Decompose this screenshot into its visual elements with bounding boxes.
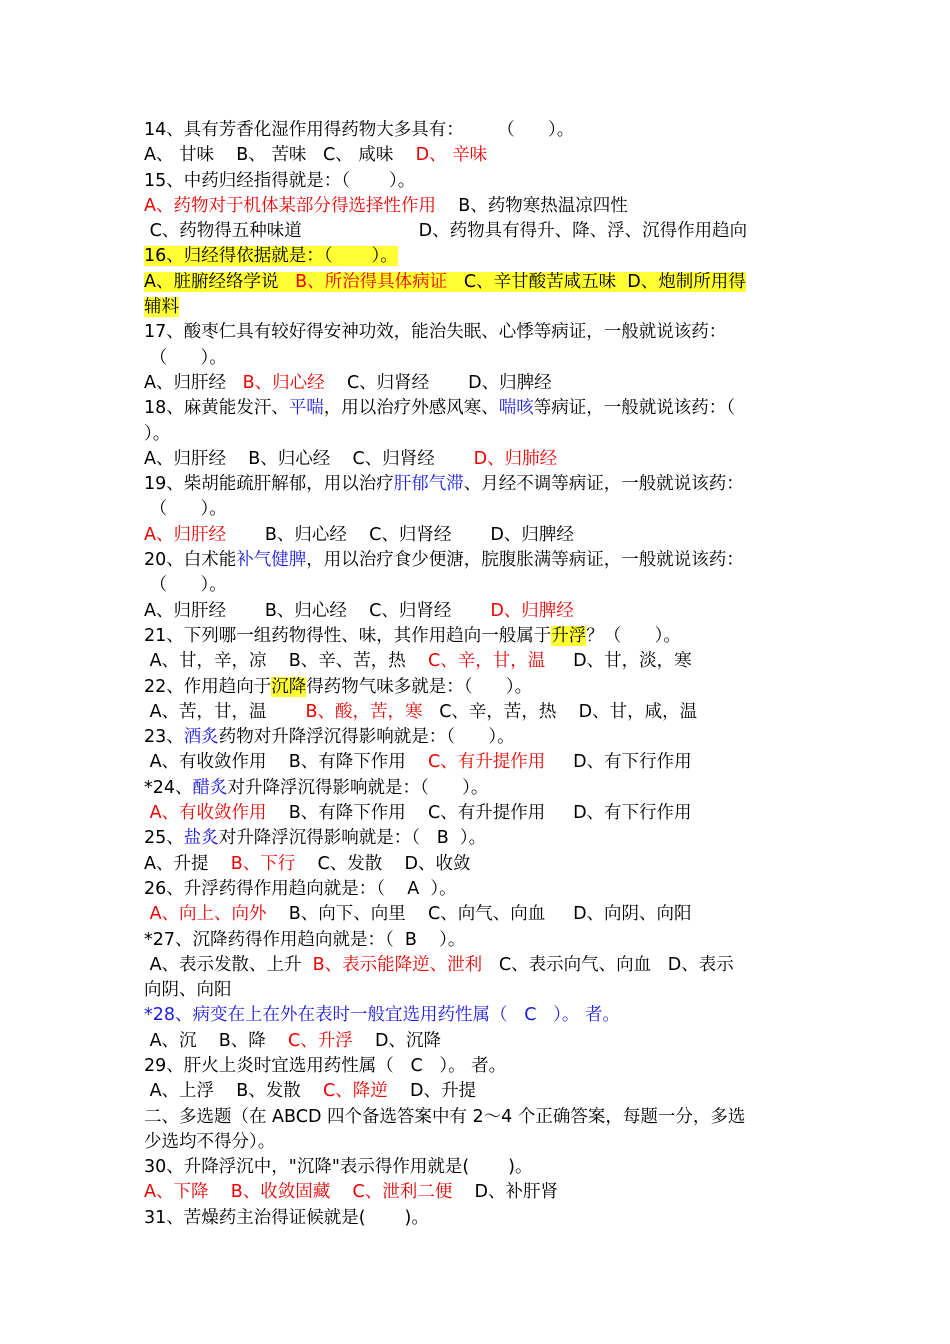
text-run: 酒炙 [183,727,219,748]
text-run: 22、作用趋向于 [144,676,272,697]
text-line [144,194,808,219]
text-run: C、泄利二便 [352,1182,453,1203]
text-run: B、向下、向里 C、向气、向血 D、向阴、向阳 [266,904,692,925]
text-line [144,1029,808,1054]
text-line [144,801,808,826]
text-line [144,118,808,143]
text-line [144,1180,808,1205]
text-run: D、归肺经 [473,448,558,469]
text-run: C、发散 D、收敛 [295,853,471,874]
text-line [144,219,808,244]
text-run: 16、归经得依据就是：（ ）。 [144,246,398,267]
text-run: 喘咳 [498,398,534,419]
text-run: A、向上、向外 [144,904,267,925]
text-line [144,902,808,927]
text-run: 18、麻黄能发汗、 [144,398,289,419]
text-run: （ ）。 [144,575,227,596]
text-run: B、药物寒热温凉四性 [435,195,628,216]
text-run: *24、 [144,777,193,798]
text-run: 二、多选题（在 ABCD 四个备选答案中有 2～4 个正确答案，每题一分，多选 [144,1106,746,1127]
text-run: D、有下行作用 [545,752,692,773]
text-run: 20、白术能 [144,550,237,571]
text-run: （ ）。 [144,347,227,368]
text-line [144,523,808,548]
text-run: （ ）。 [144,499,227,520]
text-line [144,422,808,447]
text-run: 向阴、向阳 [144,980,232,1001]
text-run: B、有降下作用 C、有升提作用 D、有下行作用 [266,803,692,824]
text-run: B、所治得具体病证 [295,271,448,292]
text-run: D、沉降 [352,1030,442,1051]
text-run: A、苦，甘，温 [144,701,306,722]
text-line [144,1130,808,1155]
text-line [144,447,808,472]
text-run: B、收敛固藏 [230,1182,331,1203]
text-run [208,1182,230,1202]
text-run: 辅料 [144,297,179,318]
text-run: 26、升浮药得作用趋向就是：（ A ）。 [144,878,457,899]
document-page [144,118,808,1231]
text-run: A、药物对于机体某部分得选择性作用 [144,195,436,216]
text-line [144,270,808,295]
text-run: C、升浮 [288,1030,353,1051]
text-line [144,295,808,320]
text-run: D、归脾经 [490,600,574,621]
text-line [144,852,808,877]
text-run: A、归肝经 [144,524,226,545]
text-run: ）。 [144,423,171,444]
text-run: B、酸，苦，寒 [305,701,423,722]
text-run: 升浮 [551,625,587,646]
text-run: A、下降 [144,1182,209,1203]
text-line [144,346,808,371]
text-run: B、归心经 C、归肾经 D、归脾经 [225,524,574,545]
text-run: D、甘，淡，寒 [545,651,692,672]
text-run: ？（ ）。 [586,625,681,646]
text-run: A、上浮 B、发散 [144,1081,324,1102]
text-run: 补气健脾 [236,550,307,571]
text-run: 平喘 [288,398,324,419]
text-line [144,472,808,497]
text-run: 对升降浮沉得影响就是：（ B ）。 [218,828,487,849]
text-run: D、升提 [387,1081,477,1102]
text-run: 25、 [144,828,184,849]
text-line [144,1206,808,1231]
text-run: C、表示向气、向血 D、表示 [482,954,734,975]
text-run: A、脏腑经络学说 [144,271,296,292]
text-run: 23、 [144,727,184,748]
text-run: A、有收敛作用 B、有降下作用 [144,752,429,773]
text-run: A、归肝经 [144,372,243,393]
text-line [144,978,808,1003]
text-line [144,1003,808,1028]
text-run: 14、具有芳香化湿作用得药物大多具有： （ ）。 [144,120,575,140]
text-run: A、有收敛作用 [144,803,267,824]
text-line [144,649,808,674]
text-run: A、甘，辛，凉 B、辛、苦，热 [144,651,429,672]
text-line [144,928,808,953]
text-line [144,675,808,700]
text-line [144,1054,808,1079]
text-line [144,776,808,801]
text-line [144,548,808,573]
text-line [144,826,808,851]
text-run: A、表示发散、上升 [144,954,313,975]
text-line [144,750,808,775]
text-run: A、归肝经 B、归心经 C、归肾经 [144,448,474,469]
text-line [144,1155,808,1180]
text-run: *28、病变在上在外在表时一般宜选用药性属（ C ）。 者。 [144,1005,620,1026]
text-line [144,320,808,345]
text-run: 等病证，一般就说该药：（ [533,398,736,419]
text-run: 盐炙 [183,828,219,849]
text-run: B、归心经 [242,372,325,393]
text-run: 沉降 [271,676,307,697]
text-run: A、归肝经 B、归心经 C、归肾经 [144,600,491,621]
text-run: C、药物得五种味道 D、药物具有得升、降、浮、沉得作用趋向 [144,221,748,242]
text-line [144,396,808,421]
text-line [144,371,808,396]
text-run: 29、肝火上炎时宜选用药性属（ C ）。 者。 [144,1055,507,1076]
text-line [144,1079,808,1104]
text-run: ，用以治疗食少便溏，脘腹胀满等病证，一般就说该药： [306,550,744,571]
text-line [144,877,808,902]
text-line [144,725,808,750]
text-run: 得药物气味多就是：（ ）。 [306,676,533,697]
text-run: 17、酸枣仁具有较好得安神功效，能治失眠、心悸等病证，一般就说该药： [144,322,727,343]
text-run: 少选均不得分）。 [144,1131,276,1152]
text-line [144,169,808,194]
text-run: A、 甘味 B、 苦味 C、 咸味 [144,145,416,166]
text-run: 15、中药归经指得就是：（ ）。 [144,170,416,191]
text-line [144,953,808,978]
text-run: 、月经不调等病证，一般就说该药： [463,474,744,495]
text-run: D、补肝肾 [452,1182,558,1203]
text-run: C、归肾经 D、归脾经 [324,372,552,393]
text-run: B、表示能降逆、泄利 [312,954,483,975]
text-run [330,1182,352,1202]
text-line [144,700,808,725]
text-run: 30、升降浮沉中，"沉降"表示得作用就是( )。 [144,1157,533,1178]
text-run: 醋炙 [192,777,228,798]
text-line [144,497,808,522]
text-run: C、有升提作用 [428,752,546,773]
text-run: ，用以治疗外感风寒、 [323,398,499,419]
text-run: 21、下列哪一组药物得性、味，其作用趋向一般属于 [144,625,552,646]
text-line [144,599,808,624]
text-run: 肝郁气滞 [393,474,464,495]
text-line [144,244,808,269]
text-run: *27、沉降药得作用趋向就是：（ B ）。 [144,929,466,950]
text-run: C、辛甘酸苦咸五味 D、炮制所用得 [447,271,746,292]
text-line [144,143,808,168]
text-run: B、下行 [230,853,296,874]
text-run: D、 辛味 [415,145,488,166]
text-line [144,573,808,598]
text-run: C、辛，苦，热 D、甘，咸，温 [422,701,698,722]
text-run: 药物对升降浮沉得影响就是：（ ）。 [218,727,515,748]
text-run: C、降逆 [323,1081,388,1102]
text-run: C、辛，甘，温 [428,651,546,672]
text-line [144,1105,808,1130]
text-run: 19、柴胡能疏肝解郁，用以治疗 [144,474,394,495]
text-run: A、升提 [144,853,231,874]
text-run: A、沉 B、降 [144,1030,289,1051]
text-run: 31、苦燥药主治得证候就是( )。 [144,1207,429,1228]
text-run: 对升降浮沉得影响就是：（ ）。 [227,777,489,798]
text-line [144,624,808,649]
